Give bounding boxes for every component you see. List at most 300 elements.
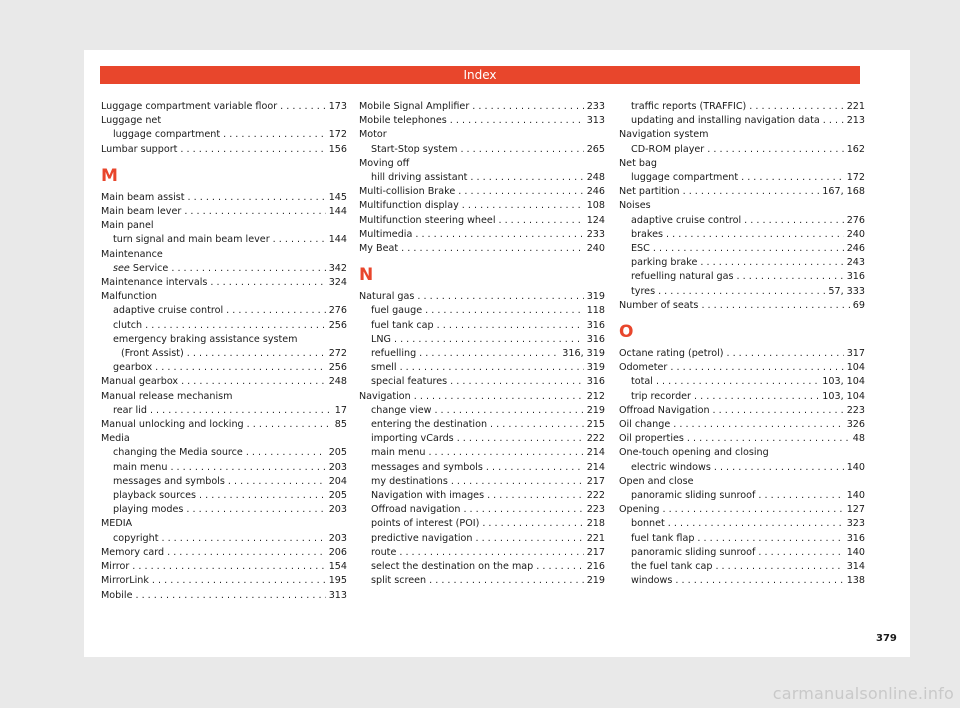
- index-entry: [101, 233, 347, 247]
- index-entry: [619, 128, 865, 142]
- index-entry: [359, 390, 605, 404]
- dot-leader: [713, 404, 844, 418]
- dot-leader: [653, 242, 844, 256]
- dot-leader: [707, 143, 843, 157]
- index-entry: [101, 276, 347, 290]
- index-entry: [619, 214, 865, 228]
- index-entry-page: 203: [328, 461, 347, 473]
- index-entry-term: fuel tank cap: [371, 319, 434, 331]
- see-reference: see: [113, 262, 130, 274]
- index-entry: [359, 404, 605, 418]
- index-entry: [619, 461, 865, 475]
- index-entry: [619, 143, 865, 157]
- index-entry-term: fuel tank flap: [631, 532, 695, 544]
- index-entry-term: Number of seats: [619, 299, 699, 311]
- index-entry-page: 213: [846, 115, 865, 127]
- index-entry-page: 217: [586, 546, 605, 558]
- index-entry: [101, 333, 347, 347]
- index-entry-term: Main beam lever: [101, 206, 182, 218]
- index-entry: [101, 517, 347, 531]
- index-entry: [619, 299, 865, 313]
- dot-leader: [656, 375, 819, 389]
- index-entry-page: 57, 333: [828, 285, 865, 297]
- index-entry-page: 218: [586, 518, 605, 530]
- dot-leader: [437, 319, 584, 333]
- dot-leader: [823, 114, 844, 128]
- index-entry-term: Open and close: [619, 475, 694, 487]
- index-entry-term: parking brake: [631, 257, 698, 269]
- index-entry-page: 212: [586, 390, 605, 402]
- dot-leader: [167, 546, 326, 560]
- index-entry: [101, 262, 347, 276]
- index-entry: [101, 248, 347, 262]
- dot-leader: [132, 560, 325, 574]
- index-entry-page: 316: [586, 376, 605, 388]
- dot-leader: [470, 171, 583, 185]
- dot-leader: [223, 128, 326, 142]
- dot-leader: [744, 214, 844, 228]
- dot-leader: [400, 361, 584, 375]
- index-entry: [619, 171, 865, 185]
- dot-leader: [700, 256, 843, 270]
- index-entry: [101, 319, 347, 333]
- index-entry-term: turn signal and main beam lever: [113, 234, 270, 246]
- index-entry: [619, 390, 865, 404]
- page-number: 379: [876, 633, 897, 644]
- dot-leader: [758, 546, 843, 560]
- index-entry-page: 219: [586, 404, 605, 416]
- index-entry-page: 324: [328, 277, 347, 289]
- dot-leader: [226, 304, 326, 318]
- index-entry: [359, 199, 605, 213]
- index-entry: [359, 100, 605, 114]
- index-entry: [359, 157, 605, 171]
- index-entry-page: 17: [334, 404, 347, 416]
- index-entry-term: Octane rating (petrol): [619, 348, 724, 360]
- dot-leader: [228, 475, 326, 489]
- index-entry: [359, 347, 605, 361]
- index-entry-page: 203: [328, 504, 347, 516]
- index-entry-page: 103, 104: [822, 390, 865, 402]
- index-entry-term: my destinations: [371, 475, 448, 487]
- index-entry-term: Motor: [359, 129, 387, 141]
- index-entry-page: 323: [846, 518, 865, 530]
- index-entry: [101, 475, 347, 489]
- index-entry: [101, 191, 347, 205]
- index-entry: [359, 290, 605, 304]
- index-entry-term: total: [631, 376, 653, 388]
- index-entry-page: 276: [328, 305, 347, 317]
- index-entry: [359, 319, 605, 333]
- index-entry-term: (Front Assist): [121, 348, 184, 360]
- index-entry: [101, 404, 347, 418]
- index-entry-page: 172: [846, 172, 865, 184]
- index-entry: [101, 347, 347, 361]
- index-entry-page: 319: [586, 291, 605, 303]
- dot-leader: [715, 560, 843, 574]
- index-entry-page: 316: [846, 271, 865, 283]
- dot-leader: [670, 361, 843, 375]
- dot-leader: [135, 589, 325, 603]
- index-entry: [359, 242, 605, 256]
- index-entry: [359, 228, 605, 242]
- index-entry-term: electric windows: [631, 461, 711, 473]
- index-entry-term: Mobile Signal Amplifier: [359, 101, 470, 112]
- index-entry: [619, 256, 865, 270]
- index-entry-page: 233: [586, 101, 605, 112]
- index-letter-heading: M: [101, 165, 118, 186]
- index-entry-page: 154: [328, 561, 347, 573]
- index-entry-page: 145: [328, 191, 347, 203]
- index-entry: [619, 446, 865, 460]
- index-entry-term: main menu: [113, 461, 168, 473]
- index-entry: [101, 390, 347, 404]
- index-entry-term: Net bag: [619, 157, 657, 169]
- index-entry-page: 314: [846, 561, 865, 573]
- index-entry-page: 167, 168: [822, 186, 865, 198]
- index-entry-term: bonnet: [631, 518, 665, 530]
- dot-leader: [184, 205, 325, 219]
- dot-leader: [414, 390, 584, 404]
- index-entry: [359, 114, 605, 128]
- index-entry-page: 140: [846, 461, 865, 473]
- dot-leader: [415, 228, 583, 242]
- index-entry: [101, 361, 347, 375]
- index-entry-page: 233: [586, 228, 605, 240]
- dot-leader: [394, 333, 584, 347]
- index-entry-term: smell: [371, 362, 397, 374]
- index-entry-term: adaptive cruise control: [113, 305, 224, 317]
- index-entry: [101, 128, 347, 142]
- index-entry-term: Moving off: [359, 157, 410, 169]
- index-entry-page: 219: [586, 575, 605, 587]
- index-entry: [619, 185, 865, 199]
- index-entry-term: Net partition: [619, 186, 680, 198]
- index-entry: [619, 546, 865, 560]
- index-entry-term: refuelling: [371, 348, 417, 360]
- index-entry-page: 108: [586, 200, 605, 212]
- index-entry-term: traffic reports (TRAFFIC): [631, 101, 747, 112]
- index-entry-term: hill driving assistant: [371, 172, 468, 184]
- dot-leader: [463, 503, 583, 517]
- index-entry: [619, 475, 865, 489]
- index-entry-term: Main beam assist: [101, 191, 185, 203]
- index-entry-term: Natural gas: [359, 291, 415, 303]
- index-entry-term: Multimedia: [359, 228, 413, 240]
- dot-leader: [668, 517, 844, 531]
- index-entry-page: 173: [328, 101, 347, 112]
- index-entry-page: 313: [586, 115, 605, 127]
- dot-leader: [487, 489, 584, 503]
- index-entry: [619, 503, 865, 517]
- index-entry-page: 144: [328, 234, 347, 246]
- index-entry-term: Navigation with images: [371, 490, 485, 502]
- index-entry-term: luggage compartment: [113, 129, 221, 141]
- dot-leader: [210, 276, 325, 290]
- dot-leader: [462, 199, 584, 213]
- index-entry-term: changing the Media source: [113, 447, 243, 459]
- index-column-3: [619, 100, 865, 589]
- dot-leader: [697, 532, 843, 546]
- section-header: Index: [100, 66, 860, 84]
- index-entry: [359, 446, 605, 460]
- index-entry-page: 138: [846, 575, 865, 587]
- index-entry-term: points of interest (POI): [371, 518, 480, 530]
- dot-leader: [188, 191, 326, 205]
- index-entry-term: Manual release mechanism: [101, 390, 233, 402]
- dot-leader: [187, 347, 326, 361]
- index-entry-text: Service: [132, 262, 169, 274]
- index-entry: [359, 517, 605, 531]
- index-entry-term: panoramic sliding sunroof: [631, 546, 756, 558]
- index-entry-term: Navigation system: [619, 129, 709, 141]
- index-entry: [619, 418, 865, 432]
- index-entry: [101, 589, 347, 603]
- index-entry-term: playback sources: [113, 490, 197, 502]
- index-entry-term: special features: [371, 376, 448, 388]
- index-entry-page: 246: [846, 243, 865, 255]
- index-entry-term: predictive navigation: [371, 532, 473, 544]
- dot-leader: [457, 432, 584, 446]
- index-entry: [359, 361, 605, 375]
- dot-leader: [434, 404, 583, 418]
- index-entry: [101, 375, 347, 389]
- index-entry-term: Memory card: [101, 546, 165, 558]
- index-entry-page: 246: [586, 186, 605, 198]
- index-entry: [359, 375, 605, 389]
- index-entry-term: LNG: [371, 333, 391, 345]
- dot-leader: [662, 503, 843, 517]
- index-entry-page: 48: [852, 433, 865, 445]
- index-entry-page: 127: [846, 504, 865, 516]
- dot-leader: [170, 461, 325, 475]
- index-entry-page: 140: [846, 490, 865, 502]
- index-entry: [619, 560, 865, 574]
- index-entry-page: 203: [328, 532, 347, 544]
- index-entry-term: Maintenance: [101, 248, 163, 260]
- index-entry: [619, 404, 865, 418]
- index-entry-term: windows: [631, 575, 673, 587]
- index-entry-term: MEDIA: [101, 518, 133, 530]
- index-entry: [619, 574, 865, 588]
- index-entry-term: gearbox: [113, 362, 153, 374]
- index-entry: [359, 185, 605, 199]
- dot-leader: [161, 532, 325, 546]
- index-entry-page: 124: [586, 214, 605, 226]
- index-entry-page: 69: [852, 299, 865, 311]
- index-entry: [619, 432, 865, 446]
- index-entry-page: 256: [328, 362, 347, 374]
- index-entry-term: updating and installing navigation data: [631, 115, 820, 127]
- index-entry: [619, 489, 865, 503]
- index-entry: [359, 574, 605, 588]
- index-entry-page: 248: [586, 172, 605, 184]
- index-entry-term: [113, 262, 168, 276]
- index-entry-term: Opening: [619, 504, 660, 516]
- dot-leader: [701, 299, 849, 313]
- index-entry: [101, 574, 347, 588]
- dot-leader: [536, 560, 583, 574]
- index-entry-page: 118: [586, 305, 605, 317]
- index-entry-page: 223: [846, 404, 865, 416]
- index-entry: [619, 199, 865, 213]
- index-entry-page: 221: [586, 532, 605, 544]
- index-entry: [101, 503, 347, 517]
- index-entry: [619, 228, 865, 242]
- index-entry: [359, 461, 605, 475]
- index-entry: [101, 100, 347, 114]
- index-column-2: [359, 100, 605, 589]
- index-letter-heading: O: [619, 322, 634, 343]
- index-entry: [101, 219, 347, 233]
- index-entry: [359, 143, 605, 157]
- index-entry-term: importing vCards: [371, 433, 454, 445]
- index-entry-page: 326: [846, 419, 865, 431]
- index-entry-term: panoramic sliding sunroof: [631, 490, 756, 502]
- index-entry-page: 162: [846, 143, 865, 155]
- index-entry-term: the fuel tank cap: [631, 561, 713, 573]
- index-entry-term: Luggage compartment variable floor: [101, 101, 278, 112]
- index-entry-term: luggage compartment: [631, 172, 739, 184]
- index-entry: [619, 100, 865, 114]
- dot-leader: [673, 418, 843, 432]
- dot-leader: [399, 546, 583, 560]
- index-entry: [359, 333, 605, 347]
- index-entry-term: MirrorLink: [101, 575, 149, 587]
- index-entry-term: select the destination on the map: [371, 561, 534, 573]
- index-entry: [619, 114, 865, 128]
- index-entry-term: CD-ROM player: [631, 143, 705, 155]
- dot-leader: [451, 475, 584, 489]
- index-column-1: [101, 100, 347, 603]
- dot-leader: [490, 418, 584, 432]
- index-entry: [359, 432, 605, 446]
- index-entry: [101, 114, 347, 128]
- index-entry: [619, 157, 865, 171]
- index-entry: [359, 503, 605, 517]
- index-entry-term: Multi-collision Brake: [359, 186, 456, 198]
- index-entry-page: 156: [328, 143, 347, 155]
- index-entry-term: split screen: [371, 575, 427, 587]
- dot-leader: [417, 290, 583, 304]
- index-entry-term: refuelling natural gas: [631, 271, 734, 283]
- dot-leader: [714, 461, 844, 475]
- dot-leader: [450, 375, 584, 389]
- index-entry-page: 256: [328, 319, 347, 331]
- index-entry-page: 214: [586, 447, 605, 459]
- index-entry-page: 276: [846, 214, 865, 226]
- index-entry: [101, 205, 347, 219]
- index-entry: [101, 446, 347, 460]
- index-entry: [619, 285, 865, 299]
- dot-leader: [741, 171, 844, 185]
- dot-leader: [737, 270, 844, 284]
- index-entry: [101, 304, 347, 318]
- index-letter-heading: N: [359, 265, 374, 286]
- index-entry-page: 103, 104: [822, 376, 865, 388]
- index-entry-page: 316: [586, 319, 605, 331]
- index-entry: [101, 143, 347, 157]
- index-entry: [101, 290, 347, 304]
- index-entry-term: One-touch opening and closing: [619, 447, 769, 459]
- dot-leader: [181, 375, 326, 389]
- index-entry-page: 272: [328, 348, 347, 360]
- index-entry-page: 316: [846, 532, 865, 544]
- index-entry-page: 217: [586, 475, 605, 487]
- dot-leader: [450, 114, 584, 128]
- index-entry-term: Multifunction steering wheel: [359, 214, 496, 226]
- dot-leader: [428, 446, 583, 460]
- index-entry-term: messages and symbols: [371, 461, 483, 473]
- dot-leader: [171, 262, 325, 276]
- index-entry-page: 240: [846, 228, 865, 240]
- index-entry-term: Main panel: [101, 220, 154, 232]
- dot-leader: [247, 418, 332, 432]
- index-entry: [619, 347, 865, 361]
- index-entry: [359, 546, 605, 560]
- dot-leader: [186, 503, 325, 517]
- index-entry-page: 319: [586, 362, 605, 374]
- index-entry: [359, 214, 605, 228]
- index-entry-term: brakes: [631, 228, 664, 240]
- dot-leader: [472, 100, 583, 114]
- dot-leader: [273, 233, 326, 247]
- index-entry-page: 85: [334, 419, 347, 431]
- index-entry-page: 205: [328, 490, 347, 502]
- watermark: carmanualsonline.info: [772, 684, 954, 703]
- dot-leader: [460, 143, 583, 157]
- index-entry-term: tyres: [631, 285, 656, 297]
- index-entry-term: Mobile: [101, 589, 133, 601]
- index-entry: [101, 546, 347, 560]
- index-entry-page: 222: [586, 433, 605, 445]
- index-entry-term: route: [371, 546, 397, 558]
- index-entry-term: change view: [371, 404, 432, 416]
- index-entry-page: 222: [586, 490, 605, 502]
- dot-leader: [694, 390, 819, 404]
- index-entry-term: main menu: [371, 447, 426, 459]
- index-entry: [101, 532, 347, 546]
- index-entry-page: 265: [586, 143, 605, 155]
- index-entry-term: Maintenance intervals: [101, 277, 208, 289]
- index-entry-term: Malfunction: [101, 291, 158, 303]
- index-entry-page: 195: [328, 575, 347, 587]
- index-entry-term: My Beat: [359, 243, 399, 255]
- index-entry-term: Start-Stop system: [371, 143, 458, 155]
- dot-leader: [683, 185, 820, 199]
- index-entry-term: fuel gauge: [371, 305, 423, 317]
- index-entry-page: 206: [328, 546, 347, 558]
- dot-leader: [429, 574, 584, 588]
- index-entry-term: Offroad Navigation: [619, 404, 710, 416]
- dot-leader: [145, 319, 326, 333]
- index-entry: [101, 461, 347, 475]
- index-entry-page: 316: [586, 333, 605, 345]
- index-entry-term: messages and symbols: [113, 475, 225, 487]
- index-entry-term: Manual unlocking and locking: [101, 419, 244, 431]
- index-entry-term: entering the destination: [371, 419, 488, 431]
- dot-leader: [658, 285, 825, 299]
- index-entry-page: 316, 319: [562, 348, 605, 360]
- index-entry-term: Oil change: [619, 419, 671, 431]
- dot-leader: [458, 185, 583, 199]
- dot-leader: [199, 489, 326, 503]
- index-entry-term: Mirror: [101, 561, 130, 573]
- dot-leader: [401, 242, 584, 256]
- index-entry: [101, 418, 347, 432]
- index-entry-term: Manual gearbox: [101, 376, 179, 388]
- index-entry: [619, 532, 865, 546]
